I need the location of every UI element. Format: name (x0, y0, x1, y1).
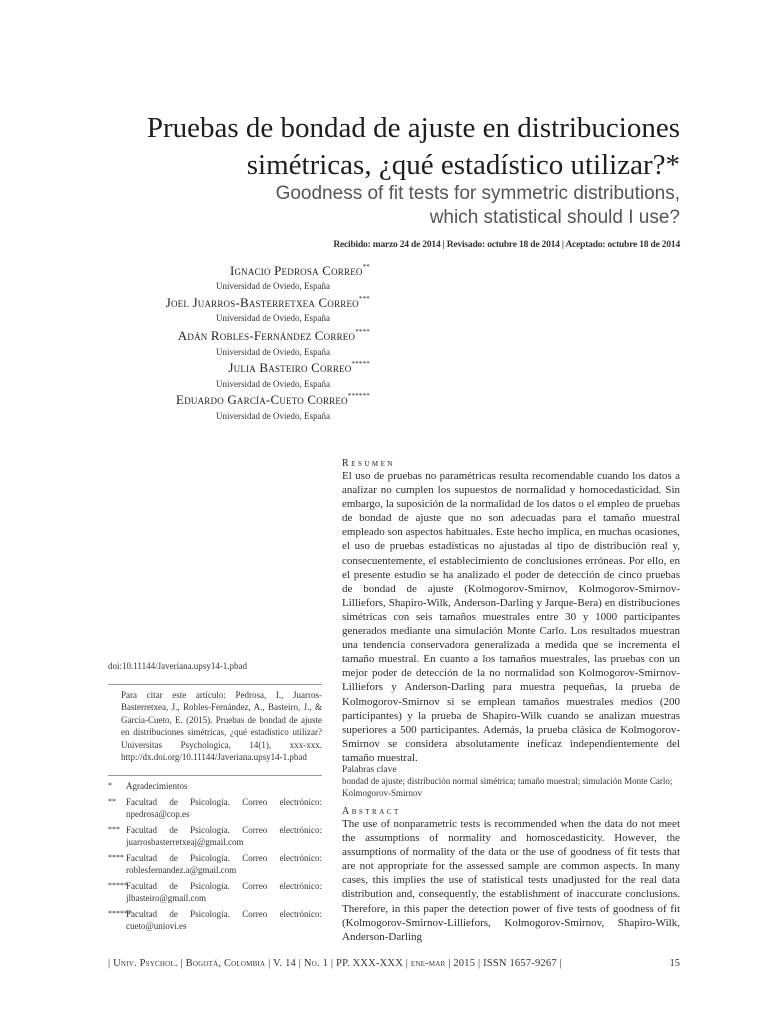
article-subtitle (120, 182, 680, 230)
footnote-item (108, 880, 322, 905)
resumen-section (342, 458, 680, 799)
author-affiliation: Universidad de Oviedo, España (216, 411, 330, 421)
author-name: Julia Basteiro Correo***** (228, 360, 370, 375)
citation-box (108, 684, 322, 763)
footnote-mark: * (108, 781, 112, 790)
abstract-heading: Abstract (342, 806, 401, 817)
subtitle-line: which statistical should I use? (429, 207, 680, 228)
page-footer (108, 958, 680, 969)
page-number: 15 (669, 958, 680, 969)
article-title (80, 110, 680, 184)
footnote-mark: ***** (108, 880, 128, 890)
author-name: Ignacio Pedrosa Correo** (229, 263, 370, 278)
author-affiliation: Universidad de Oviedo, España (216, 281, 330, 291)
author-affiliation: Universidad de Oviedo, España (216, 347, 330, 357)
abstract-section (342, 806, 680, 944)
author-name: Adán Robles-Fernández Correo**** (177, 328, 370, 343)
footnote-item (108, 824, 322, 849)
author-name: Joel Juarros-Basterretxea Correo*** (165, 295, 370, 310)
subtitle-line: Goodness of fit tests for symmetric distributions, (275, 183, 680, 204)
footnotes (108, 775, 322, 936)
title-line: Pruebas de bondad de ajuste en distribuciones (146, 112, 680, 144)
footnote-item (108, 796, 322, 821)
submission-dates: Recibido: marzo 24 de 2014 | Revisado: octubre 18 de 2014 | Aceptado: octubre 18 de 2014 (333, 240, 680, 250)
author-affiliation: Universidad de Oviedo, España (216, 379, 330, 389)
doi-link[interactable]: doi:10.11144/Javeriana.upsy14-1.pbad (108, 661, 248, 671)
resumen-heading: Resumen (342, 458, 395, 469)
footnote-item (108, 780, 322, 793)
footnote-text: Facultad de Psicología. Correo electrónico: npedrosa@cop.es (126, 796, 322, 819)
footnote-mark: ****** (108, 908, 132, 918)
keywords-heading: Palabras clave (342, 764, 397, 775)
citation-text: Para citar este artículo: Pedrosa, I., Juarros-Basterretxea, J., Robles-Fernández, A., Basteiro, J., & García-Cueto, E. (2015). Pruebas de bondad de ajuste en distribuciones simétricas, ¿qué estadístico utilizar? Universitas Psychologica, 14(1), xxx-xxx. http://dx.doi.org/10.11144/Javeriana.upsy14-1.pbad (121, 690, 322, 763)
journal-info: | Univ. Psychol. | Bogotá, Colombia | V. 14 | No. 1 | PP. XXX-XXX | ene-mar | 2015 | ISSN 1657-9267 | (108, 958, 562, 969)
footnote-mark: *** (108, 824, 120, 834)
footnote-mark: ** (108, 796, 116, 806)
abstract-text: The use of nonparametric tests is recommended when the data do not meet the assumptions of normality and homoscedasticity. However, the assumptions of normality of the data or the use of goodness of fit tests that are not appropriate for the assessed sample are common aspects. In many cases, this implies the use of statistical tests unadjusted for the real data distribution and, consequently, the establishment of inaccurate conclusions. Therefore, in this paper the detection power of five tests of goodness of fit (Kolmogorov-Smirnov-Lilliefors, Kolmogorov-Smirnov, Shapiro-Wilk, Anderson-Darling (342, 818, 680, 943)
footnote-text: Facultad de Psicología. Correo electrónico: cueto@uniovi.es (126, 908, 322, 931)
footnote-mark: **** (108, 852, 124, 862)
footnote-item (108, 852, 322, 877)
footnote-text: Facultad de Psicología. Correo electrónico: roblesfernandez.a@gmail.com (126, 852, 322, 875)
author-affiliation: Universidad de Oviedo, España (216, 313, 330, 323)
resumen-text: El uso de pruebas no paramétricas resulta recomendable cuando los datos a analizar no cumplen los supuestos de normalidad y homocedasticidad. Sin embargo, la suposición de la normalidad de los datos o el empleo de pruebas de bondad de ajuste que no son adecuadas para el tamaño muestral empleado son aspectos habituales. Este hecho implica, en muchas ocasiones, el uso de pruebas estadísticas no ajustadas al tipo de distribución real y, consecuentemente, el establecimiento de conclusiones erróneas. Por ello, en el presente estudio se ha analizado el poder de detección de cinco pruebas de bondad de ajuste (Kolmogorov-Smirnov, Kolmogorov-Smirnov-Lilliefors, Shapiro-Wilk, Anderson-Darling y Jarque-Bera) en distribuciones simétricas con seis tamaños muestrales entre 30 y 1000 participantes generados mediante una simulación Monte Carlo. Los resultados muestran una tendencia conservadora generalizada a medida que se incrementa el tamaño muestral. En cuanto a los tamaños muestrales, las pruebas con un mejor poder de detección de la no normalidad son Kolmogorov-Smirnov-Lilliefors y Anderson-Darling para muestra pequeñas, la prueba de Kolmogorov-Smirnov si se emplean tamaños muestrales medios (200 participantes) y la prueba de Shapiro-Wilk cuando se analizan muestras superiores a 500 participantes. Además, la prueba clásica de Kolmogorov-Smirnov se considera absolutamente ineficaz independientemente del tamaño muestral. (342, 470, 680, 764)
footnote-text: Facultad de Psicología. Correo electrónico: juarrosbasterretxeaj@gmail.com (126, 824, 322, 847)
footnote-text: Facultad de Psicología. Correo electrónico: jlbasteiro@gmail.com (126, 880, 322, 903)
title-line: simétricas, ¿qué estadístico utilizar?* (246, 149, 680, 181)
footnote-item (108, 908, 322, 933)
footnote-text: Agradecimientos (126, 781, 188, 791)
author-name: Eduardo García-Cueto Correo****** (176, 392, 370, 407)
keywords-text: bondad de ajuste; distribución normal simétrica; tamaño muestral; simulación Monte Carlo; Kolmogorov-Smirnov (342, 775, 673, 798)
